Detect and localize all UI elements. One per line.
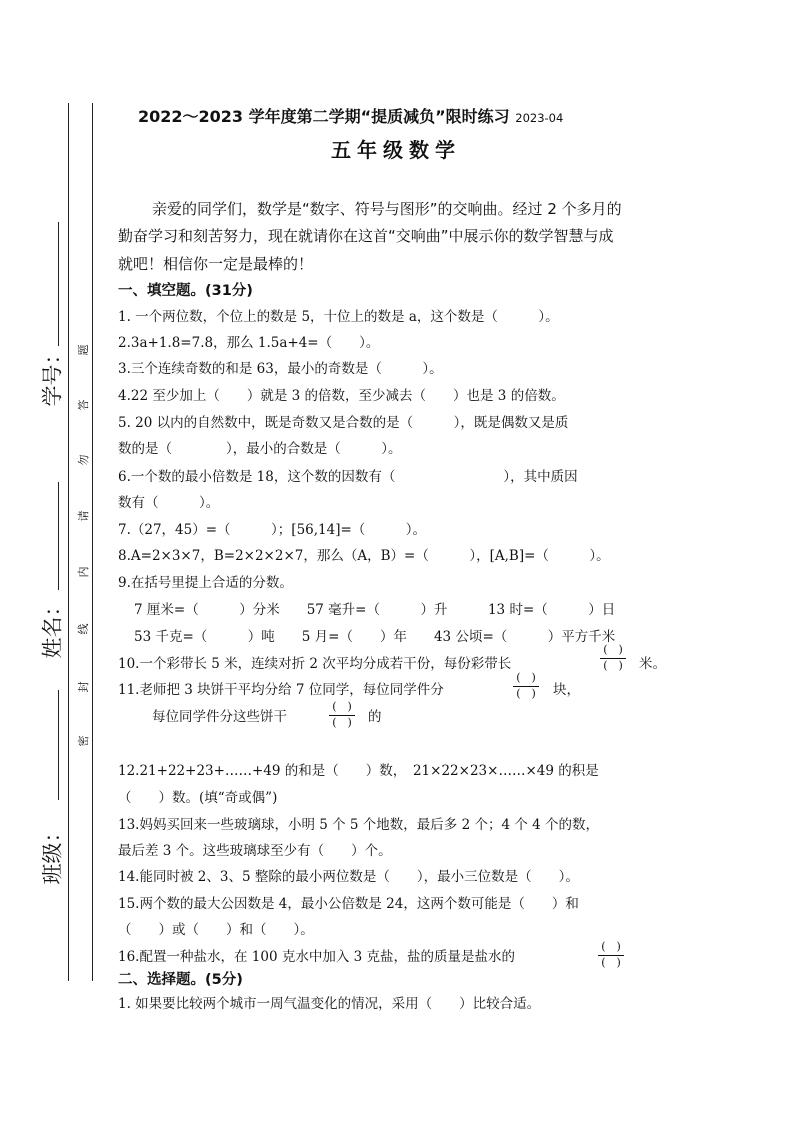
denominator-blank: ( ) [332, 716, 352, 729]
question-line: 米。 [639, 656, 666, 672]
binding-line-inner [92, 103, 93, 981]
numerator-blank: ( ) [516, 671, 536, 684]
question-line: 1. 如果要比较两个城市一周气温变化的情况，采用（ ）比较合适。 [118, 996, 541, 1012]
intro-line: 勤奋学习和刻苦努力，现在就请你在这首“交响曲”中展示你的数学智慧与成 [118, 227, 614, 245]
numerator-blank: ( ) [332, 700, 352, 713]
seal-char: 答 [77, 399, 90, 411]
exam-title [138, 104, 563, 127]
numerator-blank: ( ) [601, 940, 621, 953]
question-line: （ ）数。(填“奇或偶”) [118, 790, 278, 806]
question-line: 最后差 3 个。这些玻璃球至少有（ ）个。 [118, 843, 392, 859]
question-line: 块， [553, 682, 580, 698]
fraction-blank[interactable] [325, 701, 359, 731]
denominator-blank: ( ) [516, 687, 536, 700]
seal-char: 内 [77, 566, 90, 578]
name-blank[interactable] [58, 482, 59, 590]
class-blank[interactable] [58, 690, 59, 800]
seal-char: 密 [77, 735, 90, 747]
name-label: 姓名： [40, 595, 65, 659]
fraction-blank[interactable] [509, 672, 543, 702]
question-line: 数的是（ ），最小的合数是（ ）。 [118, 441, 402, 457]
seal-char: 线 [77, 623, 90, 635]
student-id-label: 学号： [40, 343, 65, 407]
exam-title-text: 2022～2023 学年度第二学期“提质减负”限时练习 [138, 107, 510, 126]
section-heading: 一、填空题。(31分) [118, 283, 253, 299]
seal-char: 勿 [77, 454, 90, 466]
binding-line-outer [68, 103, 69, 981]
question-line: 16.配置一种盐水，在 100 克水中加入 3 克盐，盐的质量是盐水的 [118, 949, 515, 965]
seal-char: 请 [77, 510, 90, 522]
numerator-blank: ( ) [603, 643, 623, 656]
question-line: 6.一个数的最小倍数是 18，这个数的因数有（ ），其中质因 [118, 469, 578, 485]
intro-line: 就吧！相信你一定是最棒的！ [118, 255, 314, 273]
denominator-blank: ( ) [603, 659, 623, 672]
question-line: 3.三个连续奇数的和是 63，最小的奇数是（ ）。 [118, 361, 443, 377]
seal-char: 封 [77, 681, 90, 693]
denominator-blank: ( ) [601, 956, 621, 969]
question-line: 2.3a+1.8=7.8，那么 1.5a+4=（ ）。 [118, 335, 380, 351]
fraction-blank[interactable] [596, 644, 630, 674]
question-line: 13.妈妈买回来一些玻璃球，小明 5 个 5 个地数，最后多 2 个；4 个 4 个的数， [118, 817, 600, 833]
question-line: 4.22 至少加上（ ）就是 3 的倍数，至少减去（ ）也是 3 的倍数。 [118, 388, 565, 404]
question-line: 的 [368, 709, 382, 725]
question-line: 9.在括号里提上合适的分数。 [118, 575, 293, 591]
question-line: （ ）或（ ）和（ ）。 [118, 922, 314, 938]
question-line: 8.A=2×3×7，B=2×2×2×7，那么（A，B）=（ ），[A,B]=（ ）。 [118, 548, 610, 564]
student-id-blank[interactable] [58, 222, 59, 346]
question-line: 数有（ ）。 [118, 495, 220, 511]
exam-subtitle: 五年级数学 [331, 138, 461, 162]
question-line: 12.21+22+23+……+49 的和是（ ）数， 21×22×23×……×49 的积是 [118, 763, 599, 779]
intro-line: 亲爱的同学们，数学是“数字、符号与图形”的交响曲。经过 2 个多月的 [152, 200, 622, 218]
question-line: 53 千克=（ ）吨 5 月=（ ）年 43 公顷=（ ）平方千米 [134, 629, 616, 645]
question-line: 5. 20 以内的自然数中，既是奇数又是合数的是（ ），既是偶数又是质 [118, 415, 569, 431]
section-heading: 二、选择题。(5分) [118, 972, 243, 988]
class-label: 班级： [40, 821, 65, 885]
question-line: 11.老师把 3 块饼干平均分给 7 位同学，每位同学件分 [118, 682, 444, 698]
question-line: 10.一个彩带长 5 米，连续对折 2 次平均分成若干份，每份彩带长 [118, 656, 512, 672]
question-line: 14.能同时被 2、3、5 整除的最小两位数是（ ），最小三位数是（ ）。 [118, 869, 579, 885]
question-line: 每位同学件分这些饼干 [152, 709, 287, 725]
fraction-blank[interactable] [594, 941, 628, 971]
question-line: 7 厘米=（ ）分米 57 毫升=（ ）升 13 时=（ ）日 [134, 602, 616, 618]
seal-char: 题 [77, 344, 90, 356]
question-line: 1. 一个两位数，个位上的数是 5，十位上的数是 a，这个数是（ ）。 [118, 309, 559, 325]
exam-date: 2023-04 [515, 111, 564, 125]
question-line: 15.两个数的最大公因数是 4，最小公倍数是 24，这两个数可能是（ ）和 [118, 896, 579, 912]
question-line: 7.（27，45）=（ ）；[56,14]=（ ）。 [118, 522, 427, 538]
